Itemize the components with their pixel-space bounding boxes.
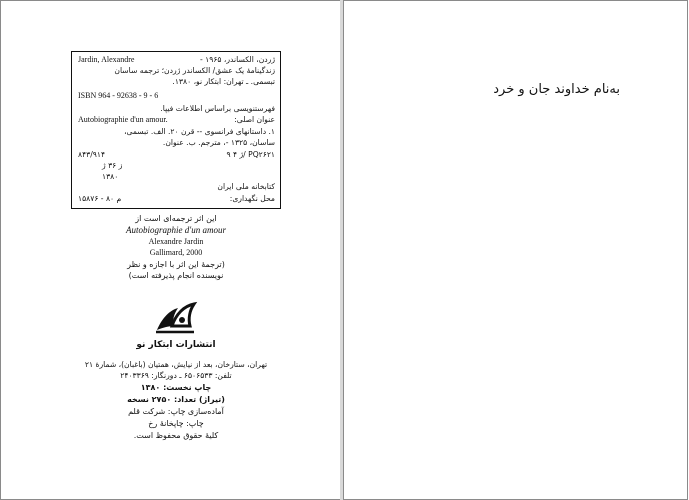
first-edition: چاپ نخست: ۱۳۸۰ <box>140 383 212 392</box>
print-preparation: آماده‌سازی چاپ: شرکت قلم <box>128 407 224 416</box>
cip-dewey: ز ۳۶ ژ <box>102 161 123 170</box>
printer: چاپ: چاپخانهٔ رخ <box>148 419 204 428</box>
copyright-notice: کلیهٔ حقوق محفوظ است. <box>133 431 219 440</box>
cip-library: کتابخانه ملی ایران <box>217 182 275 191</box>
original-author: Alexandre Jardin <box>148 237 204 246</box>
cip-fipa: فهرستنویسی براساس اطلاعات فیپا. <box>160 104 275 113</box>
cip-subject-line2: ساسان، ۱۳۲۵ -، مترجم. ب. عنوان. <box>162 138 275 147</box>
cip-original-title-label: عنوان اصلی: <box>234 115 275 124</box>
publisher-logo-icon <box>152 300 198 334</box>
cip-original-title-row <box>78 115 275 125</box>
cip-classification-row <box>78 150 275 160</box>
print-run: (تیراژ) تعداد: ۲۷۵۰ نسخه <box>127 395 225 404</box>
cip-title-line1: زندگینامهٔ یک عشق/ الکساندر ژردن؛ ترجمه ساسان <box>114 66 275 75</box>
cip-lc-left: ۸۴۳/۹۱۴ <box>78 150 106 159</box>
publisher-name: انتشارات ابتکار نو <box>136 340 216 350</box>
cip-lc-right: ۹ ژ ۴/ PQ۲۶۲۱ <box>226 150 275 159</box>
cip-original-title-value: Autobiographie d'un amour. <box>78 115 168 124</box>
cip-title-line2: تبسمی. ـ تهران: ابتکار نو، ۱۳۸۰. <box>172 77 275 86</box>
cip-record-row <box>78 194 275 204</box>
permission-note-line1: (ترجمهٔ این اثر با اجازه و نظر <box>127 260 225 269</box>
original-publisher: Gallimard, 2000 <box>149 248 203 257</box>
cip-record-label: محل نگهداری: <box>229 194 275 203</box>
original-title: Autobiographie d'un amour <box>126 225 226 235</box>
publisher-address: تهران، ستارخان، بعد از نیایش، همتیان (باغبان)، شمارهٔ ۲۱ <box>84 360 268 369</box>
cip-subject-line1: ۱. داستانهای فرانسوی -- قرن ۲۰. الف. تبسمی، <box>124 127 275 136</box>
cip-author-fa: ژردن، الکساندر، ۱۹۶۵ - <box>200 55 275 64</box>
dedication-line: به‌نام خداوند جان و خرد <box>493 82 620 97</box>
cip-record-number: ۱۵۸۷۶ - ۸۰ م <box>78 194 122 203</box>
cip-year: ۱۳۸۰ <box>102 172 119 181</box>
permission-note-line2: نویسنده انجام پذیرفته است) <box>128 271 224 280</box>
cip-isbn: ISBN 964 - 92638 - 9 - 6 <box>78 91 159 100</box>
publisher-phones: تلفن: ۶۵۰۶۵۳۳ ـ دورنگار: ۲۴۰۳۳۶۹ <box>120 371 232 380</box>
translation-intro: این اثر ترجمه‌ای است از <box>135 214 217 223</box>
dedication-page <box>343 0 688 500</box>
cip-record-box <box>71 51 281 209</box>
cip-author-en: Jardin, Alexandre <box>78 55 135 64</box>
cip-author-row <box>78 55 275 65</box>
